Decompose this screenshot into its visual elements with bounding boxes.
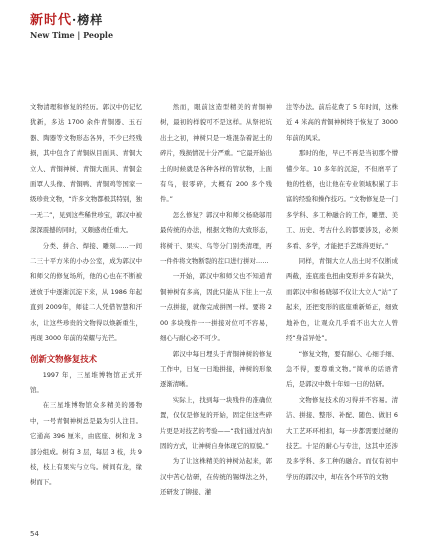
brand-separator: · bbox=[72, 13, 78, 27]
section-subtitle: New Time | People bbox=[30, 30, 114, 40]
text-column-1 bbox=[30, 100, 142, 491]
text-column-2 bbox=[160, 100, 272, 501]
paragraph: 在三星堆博物馆众多精美的器物中，一号青铜神树总是最为引人注目。它通高 396 厘米，由底座、树和龙 3 部分组成。树有 3 层，每层 3 枝，共 9 枝，枝上有果实与立鸟。树间有龙，缘树而下。 bbox=[30, 401, 142, 487]
brand-name: 新时代 bbox=[30, 13, 73, 28]
paragraph: 然而，眼前这造型精美的青铜神树，最初的样貌可不是这样。从祭祀坑出土之初，神树只是一堆混杂着泥土的碎片，残损情况十分严重。“它最开始出土的时候就是各种各样的管状物，上面有鸟，很零碎，大概有 200 多个残件。” bbox=[160, 103, 272, 204]
paragraph: 文物清理和修复的经历。郭汉中仍记忆犹新，多达 1700 余件青铜器、玉石器、陶器等文物形态各异，不少已经残损，其中包含了青铜纵目面具、青铜大立人、青铜神树、青铜大面具、青铜金面罩人头像、青铜鸭、青铜鸡等国家一级珍贵文物，“许多文物都极其特别，独一无二”，见到这些稀世珍宝，郭汉中被深深震撼的同时，又颇感责任重大。 bbox=[30, 103, 142, 235]
section-name: 榜样 bbox=[77, 13, 104, 27]
paragraph: 那时的他，早已不再是当初那个懵懂少年。10 多年的沉淀，不但磨平了他的性格，也让他在专业领域积累了丰富的经验和操作技巧。“文物修复是一门多学科、多工种融合的工作，雕塑、美工、历史、考古什么的都要涉及，必须多看、多学，才能把手艺练得更好。” bbox=[286, 149, 398, 250]
paragraph: 为了让这株精美的神树站起来，郭汉中苦心钻研，在传统的锡焊法之外，还研发了铆接、灌 bbox=[160, 457, 272, 497]
magazine-brand bbox=[30, 12, 113, 29]
paragraph: 注等办法。前后花费了 5 年时间，这株近 4 米高的青铜神树终于恢复了 3000 年前的风采。 bbox=[286, 103, 398, 142]
paragraph: 郭汉中每日埋头于青铜神树的修复工作中，日复一日地拼接，神树的形象逐渐清晰。 bbox=[160, 349, 272, 389]
paragraph: 同样，青铜大立人出土时不仅断成两截，连底座也扭曲变形并多有缺失，而郭汉中和杨晓邬不仅让大立人“站”了起来，还把变形的底座重新矫正，细致地补色，让观众几乎看不出大立人曾经“身首异处”。 bbox=[286, 257, 398, 343]
paragraph: 一开始，郭汉中和师父也不知道青铜神树有多高，因此只能从下往上一点一点拼接，就像完成拼图一样。要将 200 多块残件一一拼接对位可不容易，细心与耐心必不可少。 bbox=[160, 272, 272, 343]
text-column-3 bbox=[286, 100, 398, 485]
paragraph: “修复文物，要有耐心、心细手细、急不得，要尊重文物。”简单的话语背后，是郭汉中数十年如一日的钻研。 bbox=[286, 349, 398, 389]
page-number: 54 bbox=[30, 530, 39, 538]
masthead bbox=[30, 12, 113, 40]
paragraph: 实际上，找到每一块残件的准确位置，仅仅是修复的开始，固定住这些碎片更是对技艺的考验——“我们通过内加固的方式，让神树自身体现它的原貌。” bbox=[160, 395, 272, 450]
paragraph: 文物修复技术的习得并不容易。清洁、拼接、整形、补配、随色、做旧 6 大工艺环环相扣，每一步都需要过硬的技艺。十足的耐心与专注，这其中还涉及多学科、多工种的融合。而仅有初中学历的郭汉中，却在各个环节的文物 bbox=[286, 395, 398, 481]
paragraph: 1997 年，三星堆博物馆正式开馆。 bbox=[30, 370, 142, 394]
section-heading: 创新文物修复技术 bbox=[30, 353, 97, 364]
paragraph: 怎么修复？郭汉中和师父杨晓邬用最传统的办法，根据文物的大致形态，将树干、果实、鸟等分门别类清理，再一件件将文物断裂的茬口进行拼对…… bbox=[160, 210, 272, 266]
paragraph: 分类、拼合、焊接、雕刻……一间二三十平方米的小办公室，成为郭汉中和师父的修复场所，他的心也在不断被迸放于中逐渐沉淀下来，从 1986 年起直到 2009年，师徒二人凭借智慧和汗水，让这些珍贵的文物得以焕新重生，再现 3000 年前的荣耀与光芒。 bbox=[30, 241, 142, 343]
